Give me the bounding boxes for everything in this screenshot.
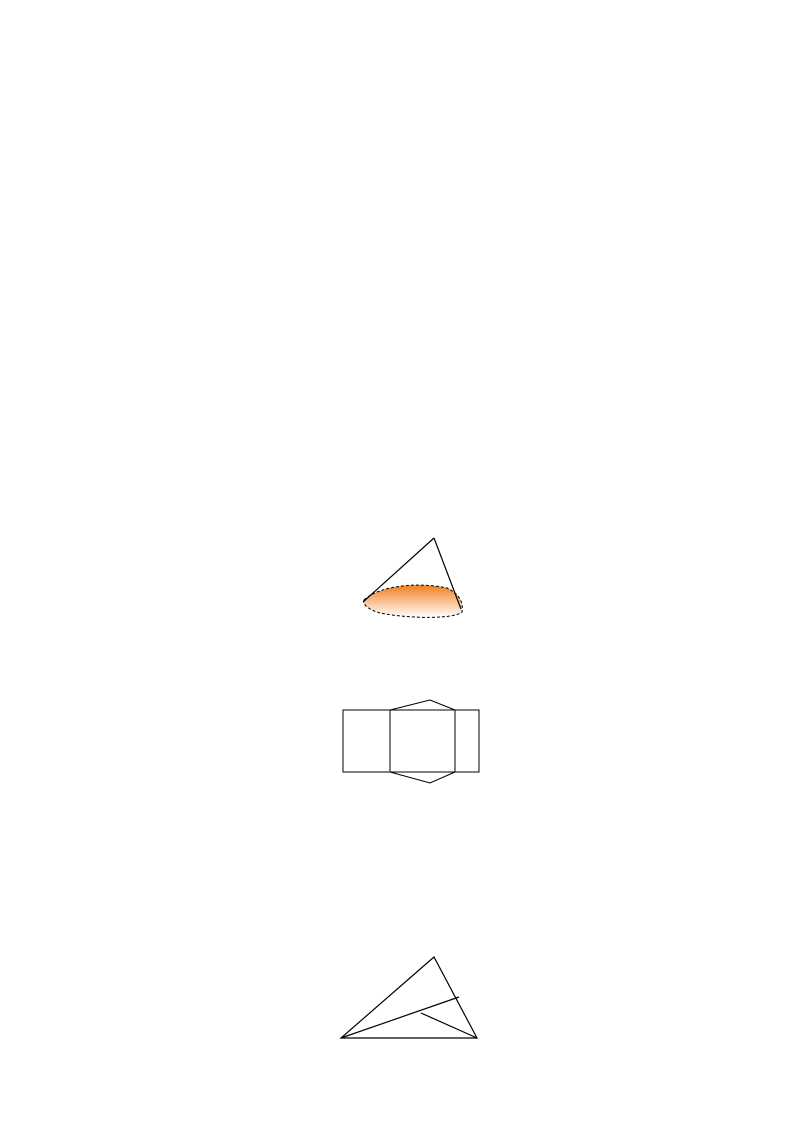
triangle-figure	[330, 945, 500, 1060]
segment-bd	[341, 997, 459, 1038]
pond-shape	[364, 585, 463, 617]
segment-pc	[421, 1013, 477, 1038]
net-bottom-triangle	[390, 772, 455, 783]
pond-figure	[340, 525, 480, 625]
prism-net-figure	[330, 693, 500, 793]
net-top-triangle	[390, 700, 455, 710]
net-outer-rect	[343, 710, 479, 772]
